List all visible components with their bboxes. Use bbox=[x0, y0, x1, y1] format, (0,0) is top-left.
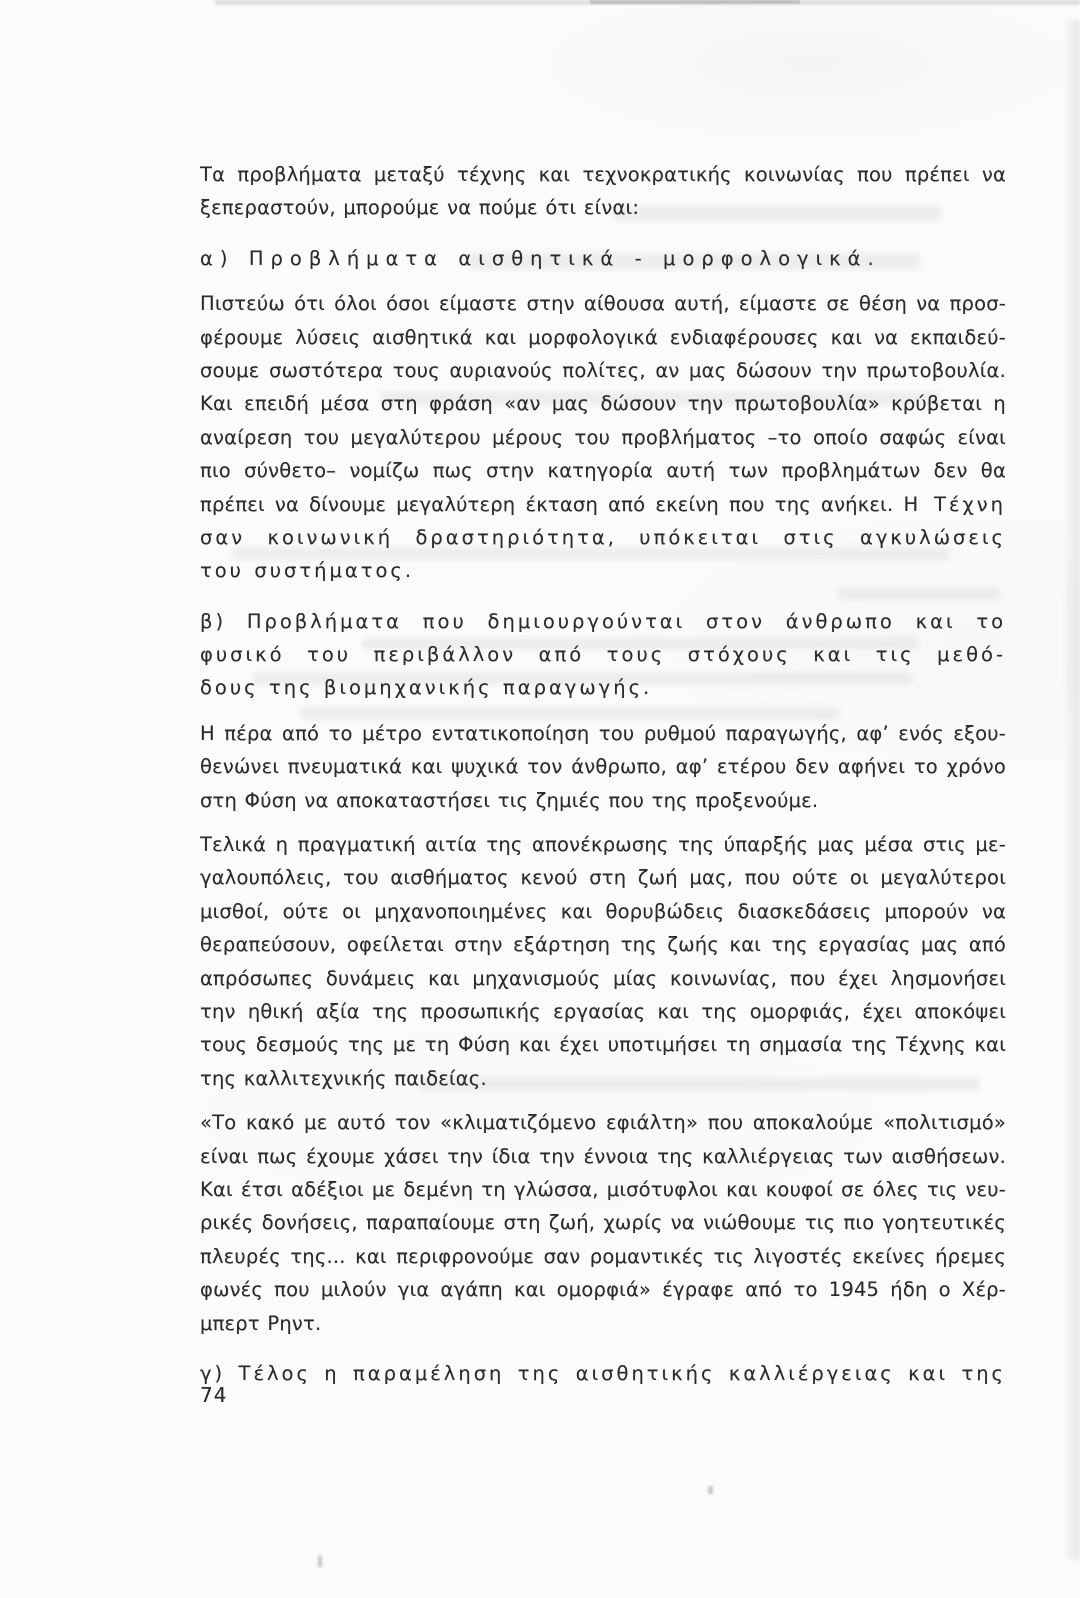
text-line: φέρουμε λύσεις αισθητικά και μορφολογικά ενδιαφέρουσες και να εκπαιδεύ- bbox=[200, 325, 1006, 349]
text-line: του συστήματος. bbox=[200, 559, 415, 583]
text-line: Τα προβλήματα μεταξύ τέχνης και τεχνοκρατικής κοινωνίας που πρέπει να bbox=[200, 163, 1006, 186]
text-line: είναι πως έχουμε χάσει την ίδια την έννοια της καλλιέργειας των αισθήσεων. bbox=[200, 1144, 1006, 1168]
text-segment: πρέπει να δίνουμε μεγαλύτερη έκταση από εκείνη που της ανήκει. bbox=[200, 492, 904, 516]
text-line: πλευρές της... και περιφρονούμε σαν ρομαντικές τις λιγοστές εκείνες ήρεμες bbox=[200, 1244, 1006, 1268]
text-line: απρόσωπες δυνάμεις και μηχανισμούς μίας κοινωνίας, που έχει λησμονήσει bbox=[200, 966, 1006, 990]
text-line: «Το κακό με αυτό τον «κλιματιζόμενο εφιάλτη» που αποκαλούμε «πολιτισμό» bbox=[200, 1111, 1006, 1135]
paragraph-cities bbox=[200, 828, 1006, 1095]
text-line: ρικές δονήσεις, παραπαίουμε στη ζωή, χωρίς να νιώθουμε τις πιο γοητευτικές bbox=[200, 1211, 1006, 1235]
text-line: τους δεσμούς της με τη Φύση και έχει υποτιμήσει τη σημασία της Τέχνης και bbox=[200, 1033, 1006, 1057]
text-line: θενώνει πνευματικά και ψυχικά τον άνθρωπο, αφ’ ετέρου δεν αφήνει το χρόνο bbox=[200, 755, 1006, 779]
text-line: Και επειδή μέσα στη φράση «αν μας δώσουν την πρωτοβουλία» κρύβεται η bbox=[200, 392, 1006, 416]
text-line: α) Προβλήματα αισθητικά - μορφολογικά. bbox=[200, 246, 881, 270]
page-text bbox=[200, 158, 1006, 1390]
text-line: γ) Τέλος η παραμέληση της αισθητικής καλλιέργειας και της bbox=[200, 1361, 1006, 1385]
paragraph-read-quote bbox=[200, 1106, 1006, 1340]
intro-paragraph bbox=[200, 158, 1006, 225]
emphasized-text-segment: Η Τέχνη bbox=[903, 492, 1006, 516]
text-line: γαλουπόλεις, του αισθήματος κενού στη ζωή μας, που ούτε οι μεγαλύτεροι bbox=[200, 866, 1006, 890]
text-line: στη Φύση να αποκαταστήσει τις ζημιές που της προξενούμε. bbox=[200, 788, 819, 812]
text-line: μπερτ Ρηντ. bbox=[200, 1311, 322, 1335]
text-line: θεραπεύσουν, οφείλεται στην εξάρτηση της ζωής και της εργασίας μας από bbox=[200, 933, 1006, 957]
paragraph-aesthetic bbox=[200, 287, 1006, 588]
text-line bbox=[200, 488, 1006, 521]
page-number: 74 bbox=[200, 1383, 228, 1407]
text-line: Η πέρα από το μέτρο εντατικοποίηση του ρυθμού παραγωγής, αφ’ ενός εξου- bbox=[200, 721, 1006, 745]
text-line: β) Προβλήματα που δημιουργούνται στον άνθρωπο και το bbox=[200, 609, 1006, 633]
text-line: της καλλιτεχνικής παιδείας. bbox=[200, 1066, 487, 1090]
text-line: δους της βιομηχανικής παραγωγής. bbox=[200, 676, 653, 700]
text-line: Πιστεύω ότι όλοι όσοι είμαστε στην αίθουσα αυτή, είμαστε σε θέση να προσ- bbox=[200, 292, 1006, 316]
text-line: αναίρεση του μεγαλύτερου μέρους του προβλήματος –το οποίο σαφώς είναι bbox=[200, 425, 1006, 449]
text-line: την ηθική αξία της προσωπικής εργασίας και της ομορφιάς, έχει αποκόψει bbox=[200, 999, 1006, 1023]
paragraph-production bbox=[200, 717, 1006, 817]
text-line: φωνές που μιλούν για αγάπη και ομορφιά» έγραφε από το 1945 ήδη ο Χέρ- bbox=[200, 1278, 1006, 1302]
heading-b bbox=[200, 605, 1006, 705]
heading-c bbox=[200, 1357, 1006, 1390]
text-line: Και έτσι αδέξιοι με δεμένη τη γλώσσα, μισότυφλοι και κουφοί σε όλες τις νευ- bbox=[200, 1177, 1006, 1201]
text-line: Τελικά η πραγματική αιτία της απονέκρωσης της ύπαρξής μας μέσα στις με- bbox=[200, 833, 1006, 857]
heading-a bbox=[200, 242, 1006, 275]
text-line: μισθοί, ούτε οι μηχανοποιημένες και θορυβώδεις διασκεδάσεις μπορούν να bbox=[200, 899, 1006, 923]
text-line: σουμε σωστότερα τους αυριανούς πολίτες, αν μας δώσουν την πρωτοβουλία. bbox=[200, 358, 1006, 382]
text-line: φυσικό του περιβάλλον από τους στόχους και τις μεθό- bbox=[200, 643, 1006, 667]
text-line: ξεπεραστούν, μπορούμε να πούμε ότι είναι: bbox=[200, 196, 640, 220]
text-line: πιο σύνθετο– νομίζω πως στην κατηγορία αυτή των προβλημάτων δεν θα bbox=[200, 459, 1006, 483]
text-line: σαν κοινωνική δραστηριότητα, υπόκειται στις αγκυλώσεις bbox=[200, 525, 1006, 549]
